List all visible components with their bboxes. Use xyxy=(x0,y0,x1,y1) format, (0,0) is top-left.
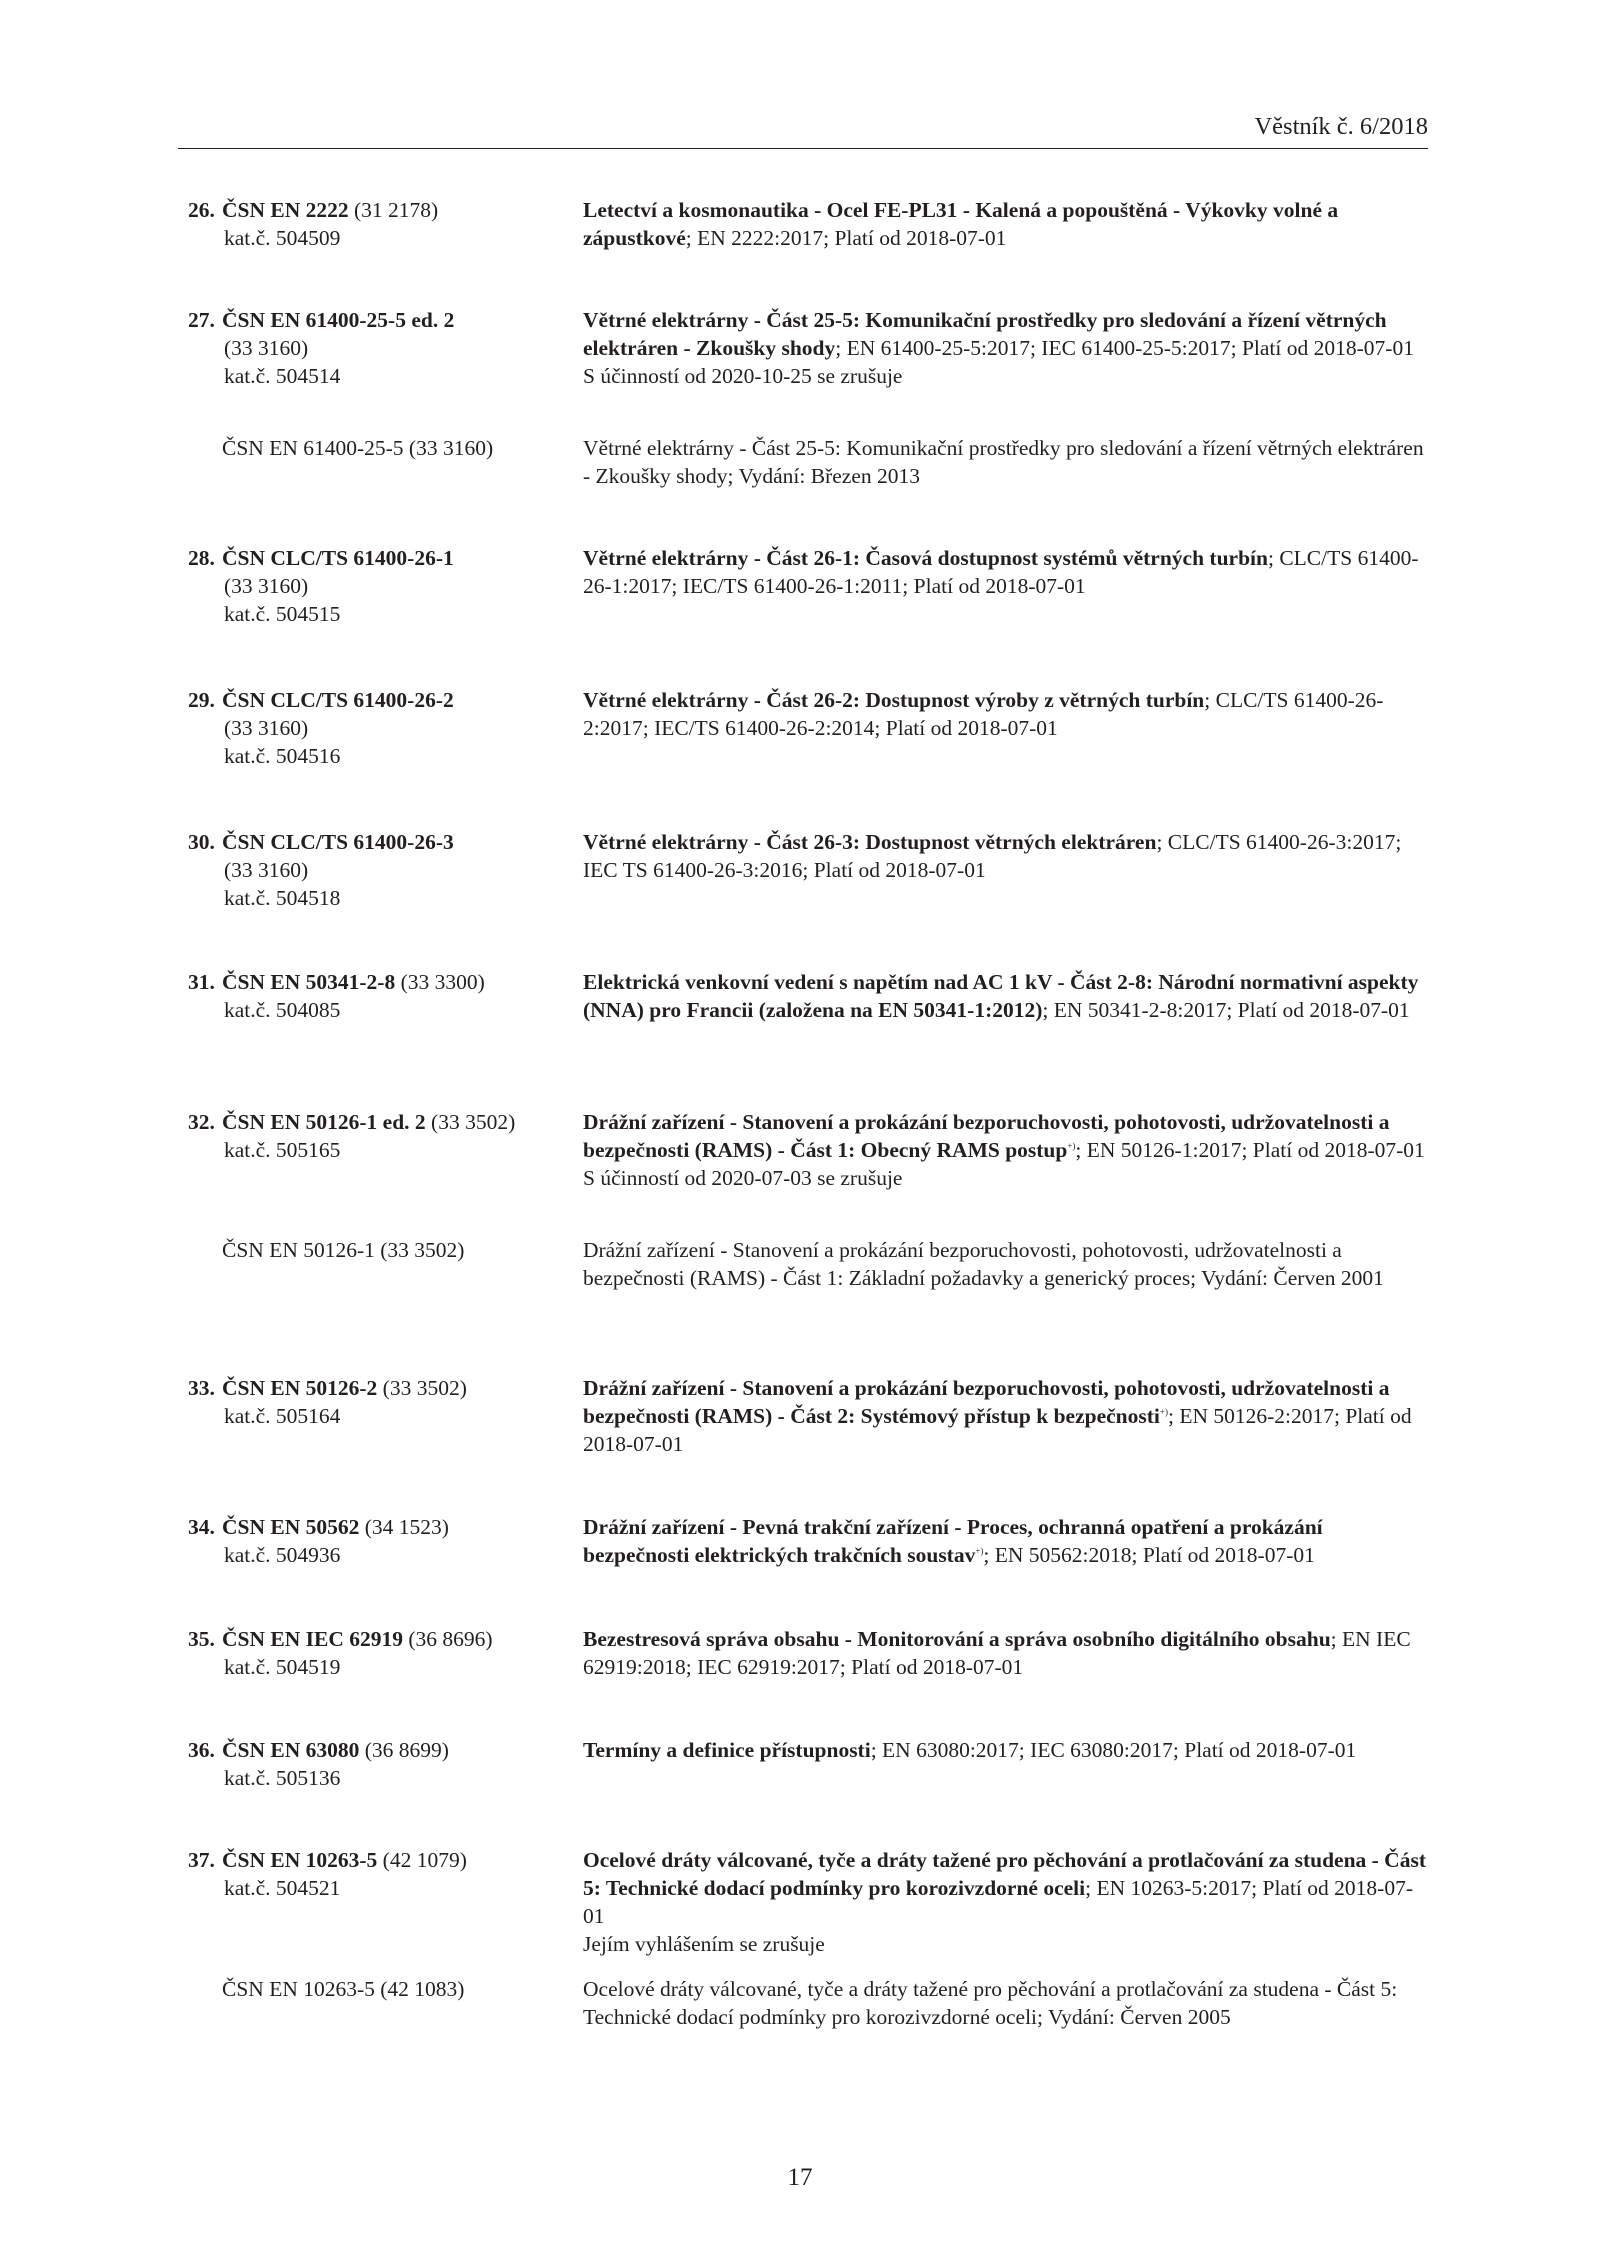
classification-number: (36 8696) xyxy=(408,1627,493,1651)
classification-number: (33 3160) xyxy=(224,716,309,740)
standard-id xyxy=(222,1513,562,1569)
standard-title: Bezestresová správa obsahu - Monitorování a správa osobního digitálního obsahu xyxy=(583,1627,1331,1651)
standard-code: ČSN EN 61400-25-5 ed. 2 xyxy=(222,308,455,332)
standard-code: ČSN EN 10263-5 xyxy=(222,1848,378,1872)
replaced-standard-text: Ocelové dráty válcované, tyče a dráty tažené pro pěchování a protlačování za studena - Část 5: Technické dodací podmínky pro korozivzdorné oceli; Vydání: Červen 2005 xyxy=(583,1977,1398,2029)
bulletin-title: Věstník č. 6/2018 xyxy=(1254,113,1428,140)
catalog-number: kat.č. 504509 xyxy=(224,226,341,250)
standard-description xyxy=(583,1846,1433,1958)
standard-code: ČSN CLC/TS 61400-26-2 xyxy=(222,688,454,712)
standard-details: ; CLC/TS 61400-26-1:2017; IEC/TS 61400-26-1:2011; Platí od 2018-07-01 xyxy=(583,546,1419,598)
catalog-number: kat.č. 504516 xyxy=(224,744,341,768)
standard-id xyxy=(222,1625,562,1681)
catalog-number: kat.č. 504514 xyxy=(224,364,341,388)
entry-number: 33. xyxy=(188,1376,215,1400)
standard-description xyxy=(583,1108,1433,1192)
standard-description xyxy=(583,828,1433,884)
standard-details: ; EN 61400-25-5:2017; IEC 61400-25-5:2017; Platí od 2018-07-01 xyxy=(835,336,1414,360)
standard-title: Větrné elektrárny - Část 26-2: Dostupnost výroby z větrných turbín xyxy=(583,688,1205,712)
standard-code: ČSN EN IEC 62919 xyxy=(222,1627,403,1651)
standard-details: ; EN 50562:2018; Platí od 2018-07-01 xyxy=(983,1543,1315,1567)
standard-description xyxy=(583,544,1433,600)
entry-number: 29. xyxy=(188,688,215,712)
entry-number: 36. xyxy=(188,1738,215,1762)
replaced-standard-code: ČSN EN 50126-1 (33 3502) xyxy=(222,1238,465,1262)
standard-details: ; EN 50126-1:2017; Platí od 2018-07-01 xyxy=(1075,1138,1425,1162)
catalog-number: kat.č. 505136 xyxy=(224,1766,341,1790)
replaced-standard-id xyxy=(222,1975,562,2003)
standard-id xyxy=(222,686,562,770)
standard-title: Ocelové dráty válcované, tyče a dráty tažené pro pěchování a protlačování za studena - Část 5: Technické dodací podmínky pro korozivzdorné oceli xyxy=(583,1848,1426,1900)
standard-details: ; EN 2222:2017; Platí od 2018-07-01 xyxy=(685,226,1007,250)
replaced-standard-text: Větrné elektrárny - Část 25-5: Komunikační prostředky pro sledování a řízení větrných elektráren - Zkoušky shody; Vydání: Březen 2013 xyxy=(583,436,1424,488)
classification-number: (31 2178) xyxy=(354,198,439,222)
validity-note: S účinností od 2020-10-25 se zrušuje xyxy=(583,364,903,388)
standard-id xyxy=(222,544,562,628)
standard-details: ; EN 10263-5:2017; Platí od 2018-07-01 xyxy=(583,1876,1413,1928)
replaced-standard-code: ČSN EN 61400-25-5 (33 3160) xyxy=(222,436,494,460)
replaced-standard-text: Drážní zařízení - Stanovení a prokázání bezporuchovosti, pohotovosti, udržovatelnosti a bezpečnosti (RAMS) - Část 1: Základní požadavky a generický proces; Vydání: Červen 2001 xyxy=(583,1238,1384,1290)
catalog-number: kat.č. 504936 xyxy=(224,1543,341,1567)
entry-number: 27. xyxy=(188,308,215,332)
standard-title: Termíny a definice přístupnosti xyxy=(583,1738,871,1762)
catalog-number: kat.č. 504521 xyxy=(224,1876,341,1900)
standard-code: ČSN EN 50562 xyxy=(222,1515,360,1539)
catalog-number: kat.č. 504518 xyxy=(224,886,341,910)
catalog-number: kat.č. 504085 xyxy=(224,998,341,1022)
catalog-number: kat.č. 505165 xyxy=(224,1138,341,1162)
standard-description xyxy=(583,1374,1433,1458)
standard-description xyxy=(583,968,1433,1024)
standard-title: Letectví a kosmonautika - Ocel FE-PL31 - Kalená a popouštěná - Výkovky volné a zápustkové xyxy=(583,198,1339,250)
standard-id xyxy=(222,306,562,390)
standard-description xyxy=(583,1625,1433,1681)
classification-number: (42 1079) xyxy=(382,1848,467,1872)
standard-id xyxy=(222,968,562,1024)
standard-id xyxy=(222,1108,562,1164)
standard-description xyxy=(583,196,1433,252)
replaced-standard-code: ČSN EN 10263-5 (42 1083) xyxy=(222,1977,465,2001)
entry-number: 28. xyxy=(188,546,215,570)
standard-details: ; EN 63080:2017; IEC 63080:2017; Platí od 2018-07-01 xyxy=(870,1738,1357,1762)
standard-details: ; EN 50341-2-8:2017; Platí od 2018-07-01 xyxy=(1042,998,1410,1022)
standard-title: Větrné elektrárny - Část 26-1: Časová dostupnost systémů větrných turbín xyxy=(583,546,1268,570)
standard-title: Drážní zařízení - Stanovení a prokázání bezporuchovosti, pohotovosti, udržovatelnosti a bezpečnosti (RAMS) - Část 1: Obecný RAMS postup xyxy=(583,1110,1390,1162)
standard-title: Drážní zařízení - Stanovení a prokázání bezporuchovosti, pohotovosti, udržovatelnosti a bezpečnosti (RAMS) - Část 2: Systémový přístup k bezpečnosti xyxy=(583,1376,1390,1428)
standard-details: ; CLC/TS 61400-26-3:2017; IEC TS 61400-26-3:2016; Platí od 2018-07-01 xyxy=(583,830,1402,882)
classification-number: (33 3502) xyxy=(431,1110,516,1134)
classification-number: (34 1523) xyxy=(364,1515,449,1539)
classification-number: (33 3300) xyxy=(400,970,485,994)
replaced-standard-id xyxy=(222,1236,562,1264)
standard-id xyxy=(222,828,562,912)
entry-number: 37. xyxy=(188,1848,215,1872)
catalog-number: kat.č. 504519 xyxy=(224,1655,341,1679)
standard-description xyxy=(583,1513,1433,1569)
footnote-mark: +) xyxy=(1159,1406,1168,1417)
standard-id xyxy=(222,1846,562,1902)
standard-code: ČSN EN 50126-2 xyxy=(222,1376,378,1400)
standard-code: ČSN EN 50126-1 ed. 2 xyxy=(222,1110,426,1134)
standard-description xyxy=(583,686,1433,742)
page-number: 17 xyxy=(787,2164,813,2191)
standard-code: ČSN EN 50341-2-8 xyxy=(222,970,396,994)
catalog-number: kat.č. 504515 xyxy=(224,602,341,626)
entry-number: 34. xyxy=(188,1515,215,1539)
entry-number: 35. xyxy=(188,1627,215,1651)
standard-code: ČSN EN 63080 xyxy=(222,1738,360,1762)
validity-note: Jejím vyhlášením se zrušuje xyxy=(583,1932,825,1956)
page-header xyxy=(178,112,1428,149)
entry-number: 31. xyxy=(188,970,215,994)
standard-code: ČSN CLC/TS 61400-26-3 xyxy=(222,830,454,854)
validity-note: S účinností od 2020-07-03 se zrušuje xyxy=(583,1166,903,1190)
entry-number: 32. xyxy=(188,1110,215,1134)
standard-description xyxy=(583,306,1433,390)
footnote-mark: +) xyxy=(1067,1140,1076,1151)
standard-id xyxy=(222,1374,562,1430)
standard-title: Elektrická venkovní vedení s napětím nad AC 1 kV - Část 2-8: Národní normativní aspekty (NNA) pro Francii (založena na EN 50341-1:2012) xyxy=(583,970,1419,1022)
standard-code: ČSN EN 2222 xyxy=(222,198,349,222)
footnote-mark: +) xyxy=(975,1545,984,1556)
standard-description xyxy=(583,1736,1433,1764)
standard-title: Větrné elektrárny - Část 25-5: Komunikační prostředky pro sledování a řízení větrných elektráren - Zkoušky shody xyxy=(583,308,1387,360)
standard-id xyxy=(222,1736,562,1792)
replaced-standard-id xyxy=(222,434,562,462)
catalog-number: kat.č. 505164 xyxy=(224,1404,341,1428)
standard-id xyxy=(222,196,562,252)
standard-details: ; EN 50126-2:2017; Platí od 2018-07-01 xyxy=(583,1404,1412,1456)
standard-details: ; EN IEC 62919:2018; IEC 62919:2017; Platí od 2018-07-01 xyxy=(583,1627,1411,1679)
standard-title: Větrné elektrárny - Část 26-3: Dostupnost větrných elektráren xyxy=(583,830,1157,854)
standard-code: ČSN CLC/TS 61400-26-1 xyxy=(222,546,454,570)
entry-number: 26. xyxy=(188,198,215,222)
classification-number: (33 3502) xyxy=(382,1376,467,1400)
standard-details: ; CLC/TS 61400-26-2:2017; IEC/TS 61400-26-2:2014; Platí od 2018-07-01 xyxy=(583,688,1384,740)
classification-number: (33 3160) xyxy=(224,336,309,360)
classification-number: (33 3160) xyxy=(224,858,309,882)
standard-title: Drážní zařízení - Pevná trakční zařízení - Proces, ochranná opatření a prokázání bezpečnosti elektrických trakčních soustav xyxy=(583,1515,1323,1567)
classification-number: (36 8699) xyxy=(364,1738,449,1762)
classification-number: (33 3160) xyxy=(224,574,309,598)
entry-number: 30. xyxy=(188,830,215,854)
